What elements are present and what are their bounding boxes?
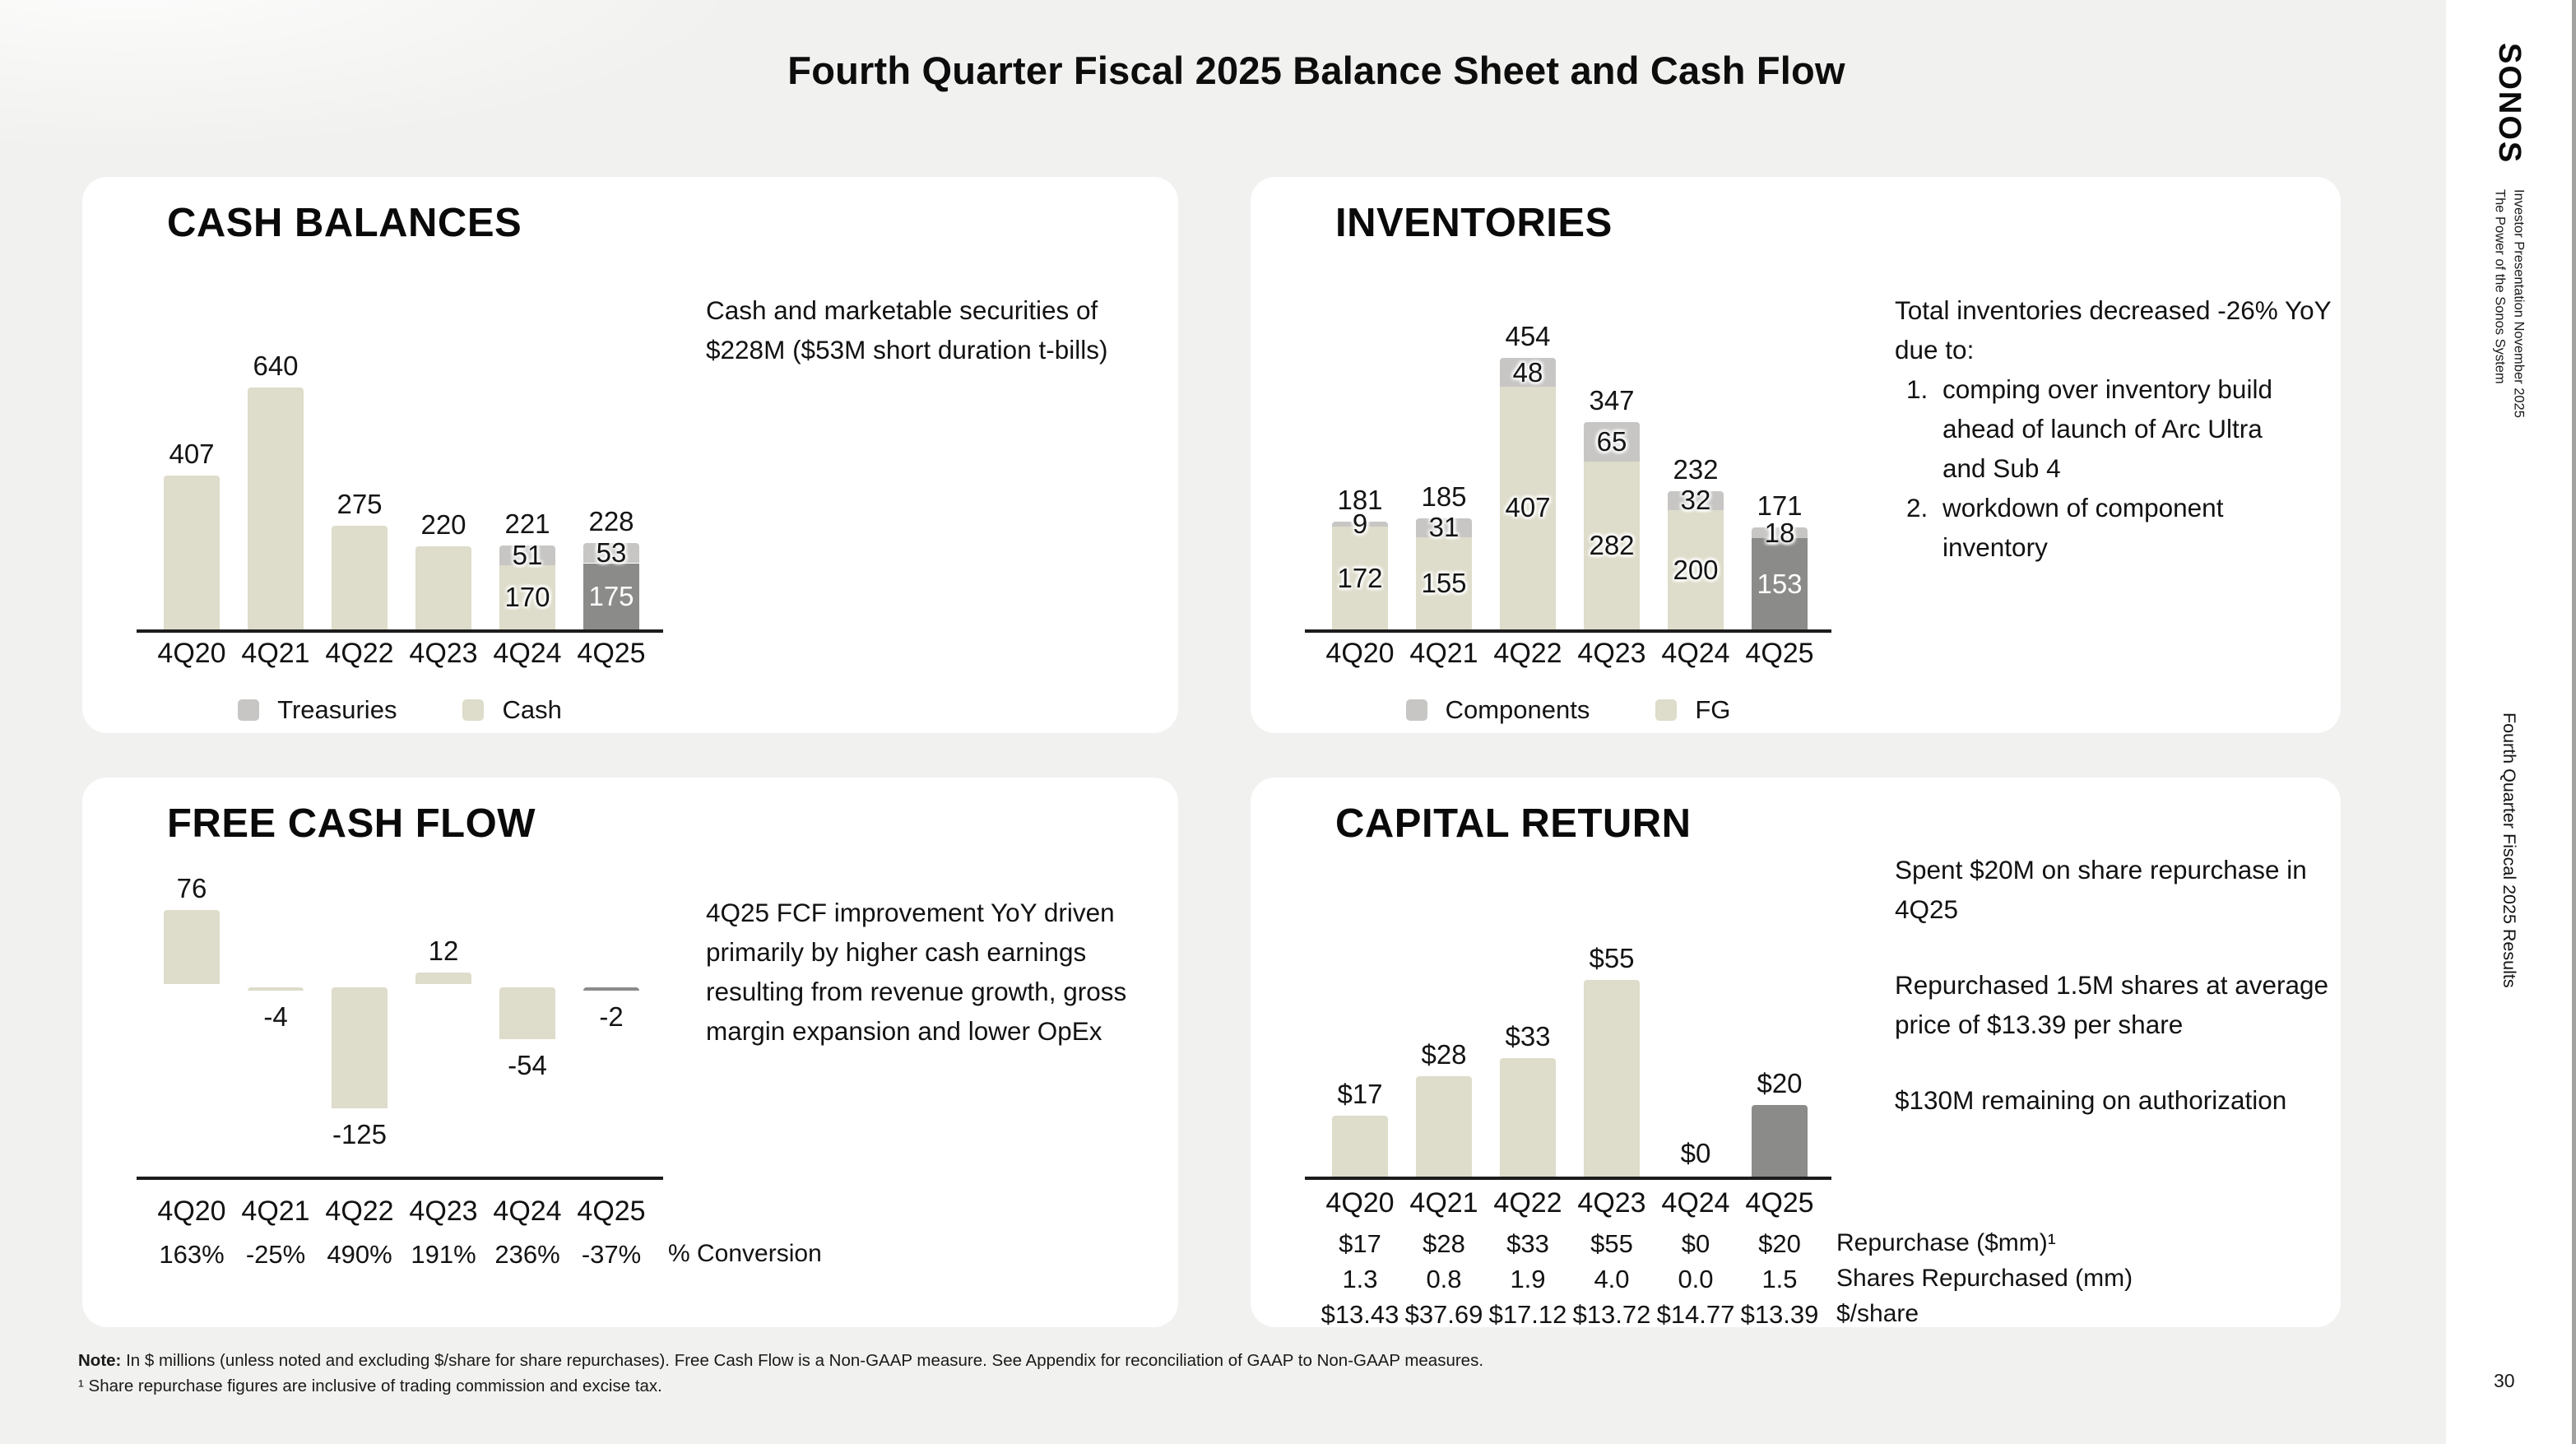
category-label-4Q23: 4Q23	[1577, 1187, 1646, 1219]
bar-4Q25	[1752, 1105, 1808, 1177]
category-label-4Q25: 4Q25	[1745, 1187, 1814, 1219]
bar-4Q23	[1584, 980, 1640, 1177]
table-cell: $13.72	[1572, 1300, 1651, 1329]
conversion-row-label: % Conversion	[668, 1240, 822, 1267]
category-label-4Q24: 4Q24	[493, 1196, 562, 1227]
category-label-4Q21: 4Q21	[1409, 638, 1478, 669]
deck-subtitle-line1: The Power of the Sonos System	[2492, 189, 2508, 384]
bar-segment-cash-4Q20	[164, 476, 220, 629]
legend-label: FG	[1695, 695, 1731, 724]
segment-value-label: 153	[1757, 568, 1803, 599]
bar-4Q20	[164, 910, 220, 984]
bar-value-label: $28	[1421, 1039, 1467, 1070]
category-label-4Q22: 4Q22	[325, 1196, 394, 1227]
footer-footnote: ¹ Share repurchase figures are inclusive of trading commission and excise tax.	[78, 1377, 662, 1395]
table-cell: 0.0	[1678, 1265, 1714, 1293]
bar-value-label: -54	[508, 1050, 547, 1081]
table-cell: $55	[1590, 1229, 1633, 1258]
total-value-label: 275	[337, 488, 383, 519]
segment-value-label: 65	[1596, 425, 1627, 457]
total-value-label: 407	[169, 438, 215, 469]
table-cell: $28	[1423, 1229, 1465, 1258]
category-label-4Q20: 4Q20	[1325, 638, 1395, 669]
table-cell: $14.77	[1656, 1300, 1735, 1329]
bar-value-label: -4	[263, 1001, 288, 1033]
segment-value-label: 32	[1680, 485, 1711, 516]
table-cell: 1.3	[1342, 1265, 1378, 1293]
total-value-label: 232	[1673, 453, 1719, 485]
x-axis-line	[1305, 629, 1831, 633]
slide-title: Fourth Quarter Fiscal 2025 Balance Sheet and Cash Flow	[787, 49, 1845, 92]
page-number: 30	[2494, 1370, 2515, 1391]
legend-item-components	[1406, 695, 1590, 725]
panel-cash-balances	[82, 177, 1178, 733]
category-label-4Q25: 4Q25	[577, 1196, 646, 1227]
bar-value-label: 76	[176, 873, 207, 904]
components-swatch-icon	[1406, 699, 1427, 721]
category-label-4Q22: 4Q22	[1493, 1187, 1562, 1219]
bar-value-label: 12	[428, 935, 459, 966]
table-cell: 0.8	[1426, 1265, 1462, 1293]
category-label-4Q22: 4Q22	[1493, 638, 1562, 669]
total-value-label: 640	[253, 350, 299, 381]
x-axis-line	[137, 629, 663, 633]
category-label-4Q23: 4Q23	[409, 1196, 478, 1227]
category-label-4Q21: 4Q21	[241, 1196, 310, 1227]
category-label-4Q24: 4Q24	[1661, 638, 1730, 669]
treasuries-swatch-icon	[238, 699, 259, 721]
table-cell: 1.5	[1761, 1265, 1798, 1293]
fg-swatch-icon	[1655, 699, 1677, 721]
table-cell: $0	[1681, 1229, 1710, 1258]
bar-4Q25	[583, 987, 639, 991]
bar-value-label: $33	[1505, 1021, 1551, 1052]
cash-swatch-icon	[462, 699, 484, 721]
segment-value-label: 172	[1337, 562, 1383, 593]
bar-value-label: -125	[332, 1119, 388, 1149]
footer-note-text: In $ millions (unless noted and excluding $/share for share repurchases). Free Cash Flow is a Non-GAAP measure. See Appendix for reconciliation of GAAP to Non-GAAP measures.	[121, 1351, 1484, 1370]
bar-4Q22	[1500, 1058, 1556, 1177]
x-axis-line	[137, 1177, 663, 1180]
category-label-4Q23: 4Q23	[1577, 638, 1646, 669]
bar-4Q21	[248, 987, 304, 991]
list-item-number: 2.	[1906, 493, 1929, 522]
table-row-label: $/share	[1836, 1300, 1919, 1327]
total-value-label: 228	[588, 506, 634, 537]
list-item-text: workdown of component inventory	[1942, 493, 2224, 562]
category-label-4Q21: 4Q21	[241, 638, 310, 669]
total-value-label: 454	[1505, 321, 1551, 352]
inventories-legend	[1305, 695, 1831, 725]
conversion-value: -25%	[245, 1240, 306, 1269]
bar-segment-cash-4Q21	[248, 388, 304, 629]
table-cell: $13.43	[1320, 1300, 1399, 1329]
cash-balances-note: Cash and marketable securities of $228M ($53M short duration t-bills)	[706, 295, 1108, 364]
table-row-label: Repurchase ($mm)¹	[1836, 1229, 2056, 1256]
panel-free-cash-flow	[82, 778, 1178, 1327]
list-item	[1895, 369, 2343, 488]
table-cell: 1.9	[1510, 1265, 1546, 1293]
total-value-label: 220	[420, 508, 466, 540]
category-label-4Q21: 4Q21	[1409, 1187, 1478, 1219]
total-value-label: 221	[504, 508, 550, 540]
category-label-4Q20: 4Q20	[157, 638, 226, 669]
legend-label: Components	[1445, 695, 1590, 724]
cash-balances-legend	[137, 695, 663, 725]
sonos-logo: SONOS	[2492, 43, 2527, 165]
bar-4Q23	[415, 973, 471, 984]
list-item	[1895, 488, 2343, 567]
category-label-4Q25: 4Q25	[577, 638, 646, 669]
segment-value-label: 48	[1512, 356, 1543, 388]
table-cell: $17.12	[1488, 1300, 1567, 1329]
conversion-value: 163%	[159, 1240, 225, 1269]
panel-capital-return	[1251, 778, 2341, 1327]
inventories-note-intro: Total inventories decreased -26% YoY due to:	[1895, 295, 2332, 364]
legend-item-treasuries	[238, 695, 397, 725]
footer-note-line1	[78, 1348, 1483, 1373]
segment-value-label: 282	[1589, 529, 1635, 560]
segment-value-label: 155	[1421, 567, 1467, 598]
total-value-label: 181	[1337, 484, 1383, 515]
bar-4Q20	[1332, 1116, 1388, 1177]
bar-value-label: $0	[1680, 1138, 1711, 1168]
list-item-text: comping over inventory build ahead of launch of Arc Ultra and Sub 4	[1942, 374, 2272, 483]
segment-value-label: 31	[1428, 512, 1460, 543]
segment-value-label: 175	[588, 580, 634, 611]
capital-return-note-p3: $130M remaining on authorization	[1895, 1085, 2287, 1115]
table-row-label: Shares Repurchased (mm)	[1836, 1265, 2133, 1292]
bar-4Q24	[499, 987, 555, 1040]
category-label-4Q20: 4Q20	[157, 1196, 226, 1227]
section-title: Fourth Quarter Fiscal 2025 Results	[2499, 713, 2519, 988]
bar-value-label: $55	[1589, 942, 1635, 973]
segment-value-label: 407	[1505, 492, 1551, 523]
sidebar	[2446, 0, 2572, 1444]
conversion-value: 490%	[327, 1240, 392, 1269]
segment-value-label: 170	[504, 581, 550, 612]
footer-note-label: Note:	[78, 1351, 122, 1370]
legend-label: Treasuries	[277, 695, 397, 724]
cash-balances-title: CASH BALANCES	[167, 201, 522, 245]
footer-note	[78, 1348, 1483, 1399]
bar-value-label: -2	[599, 1001, 624, 1032]
bar-4Q21	[1416, 1076, 1472, 1177]
list-item-number: 1.	[1906, 374, 1929, 404]
total-value-label: 347	[1589, 385, 1635, 416]
conversion-value: 191%	[411, 1240, 476, 1269]
x-axis-line	[1305, 1177, 1831, 1180]
capital-return-note-p2: Repurchased 1.5M shares at average price of $13.39 per share	[1895, 970, 2329, 1039]
deck-subtitle	[2490, 189, 2528, 418]
inventories-note-list	[1895, 369, 2343, 567]
bar-value-label: $20	[1757, 1068, 1803, 1098]
segment-value-label: 9	[1352, 508, 1368, 540]
capital-return-title: CAPITAL RETURN	[1335, 801, 1692, 846]
table-cell: $37.69	[1404, 1300, 1483, 1329]
category-label-4Q25: 4Q25	[1745, 638, 1814, 669]
capital-return-note	[1895, 850, 2356, 1120]
segment-value-label: 51	[512, 540, 543, 571]
panel-inventories	[1251, 177, 2341, 733]
legend-item-fg	[1655, 695, 1730, 725]
category-label-4Q22: 4Q22	[325, 638, 394, 669]
inventories-note	[1895, 290, 2343, 567]
conversion-value: -37%	[581, 1240, 642, 1269]
legend-item-cash	[462, 695, 561, 725]
table-cell: $13.39	[1740, 1300, 1819, 1329]
bar-4Q22	[332, 987, 388, 1109]
total-value-label: 171	[1757, 490, 1803, 522]
deck-subtitle-line2: Investor Presentation November 2025	[2511, 189, 2527, 418]
legend-label: Cash	[502, 695, 562, 724]
free-cash-flow-title: FREE CASH FLOW	[167, 801, 536, 846]
category-label-4Q24: 4Q24	[1661, 1187, 1730, 1219]
bar-value-label: $17	[1337, 1079, 1383, 1110]
category-label-4Q24: 4Q24	[493, 638, 562, 669]
category-label-4Q20: 4Q20	[1325, 1187, 1395, 1219]
table-cell: $33	[1506, 1229, 1549, 1258]
capital-return-note-p1: Spent $20M on share repurchase in 4Q25	[1895, 855, 2307, 924]
table-cell: $17	[1339, 1229, 1381, 1258]
free-cash-flow-note: 4Q25 FCF improvement YoY driven primarily by higher cash earnings resulting from revenue growth, gross margin expansion and lower OpEx	[706, 898, 1127, 1046]
bar-segment-cash-4Q23	[415, 546, 471, 629]
segment-value-label: 53	[596, 537, 627, 569]
segment-value-label: 18	[1764, 517, 1795, 548]
category-label-4Q23: 4Q23	[409, 638, 478, 669]
total-value-label: 185	[1421, 481, 1467, 513]
table-cell: $20	[1758, 1229, 1801, 1258]
inventories-title: INVENTORIES	[1335, 201, 1613, 245]
conversion-value: 236%	[494, 1240, 560, 1269]
segment-value-label: 200	[1673, 554, 1719, 585]
bar-segment-cash-4Q22	[332, 526, 388, 630]
table-cell: 4.0	[1594, 1265, 1630, 1293]
scrollbar[interactable]	[2572, 0, 2576, 1444]
